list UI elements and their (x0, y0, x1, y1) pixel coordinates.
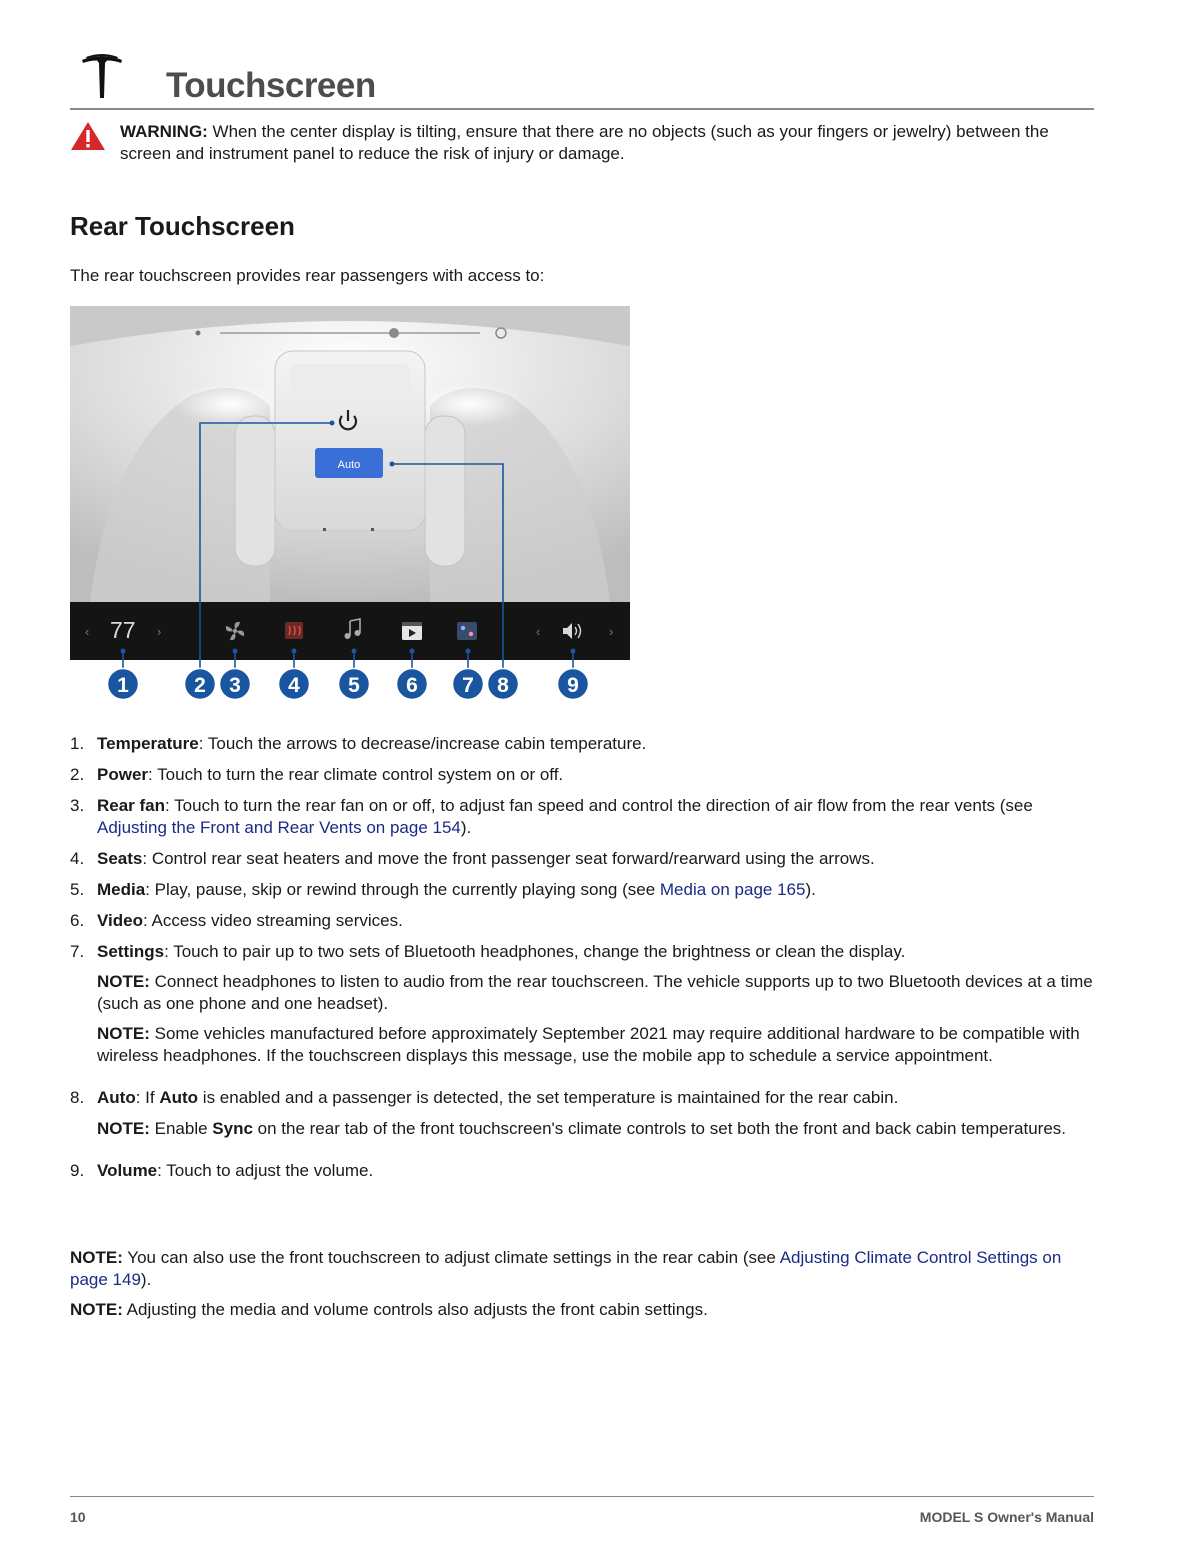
page-header (70, 52, 1094, 110)
volume-right-arrow-icon: › (609, 624, 614, 639)
callout-8 (488, 669, 519, 700)
svg-text:7: 7 (462, 674, 474, 697)
note: NOTE: Connect headphones to listen to audio from the rear touchscreen. The vehicle supports up to two Bluetooth devices at a time (such as one phone and one headset). (97, 972, 1093, 1013)
note: NOTE: Enable Sync on the rear tab of the front touchscreen's climate controls to set both the front and back cabin temperatures. (97, 1118, 1067, 1138)
footnote-media: NOTE: Adjusting the media and volume controls also adjusts the front cabin settings. (70, 1300, 708, 1319)
volume-left-arrow-icon: ‹ (536, 624, 541, 639)
callout-5 (339, 669, 370, 700)
list-item: 6. Video: Access video streaming services. (70, 910, 403, 930)
warning-text (120, 121, 1100, 165)
callout-9 (558, 669, 589, 700)
list-item: 9. Volume: Touch to adjust the volume. (70, 1161, 374, 1180)
svg-text:5: 5 (348, 674, 360, 697)
callout-3 (220, 669, 251, 700)
footnote-climate: NOTE: You can also use the front touchscreen to adjust climate settings in the rear cabin (see Adjusting Climate Control Settings on page 149). (70, 1248, 1062, 1289)
list-item: 2. Power: Touch to turn the rear climate control system on or off. (70, 765, 564, 784)
auto-button-label: Auto (337, 459, 361, 471)
list-item: 4. Seats: Control rear seat heaters and move the front passenger seat forward/rearward using the arrows. (70, 848, 875, 868)
seat-heater-icon (285, 622, 303, 639)
temp-left-arrow-icon: ‹ (85, 624, 90, 639)
svg-text:9: 9 (567, 674, 579, 697)
settings-icon (457, 622, 477, 640)
list-item: 1. Temperature: Touch the arrows to decrease/increase cabin temperature. (70, 734, 647, 753)
list-item: 8. Auto: If Auto is enabled and a passenger is detected, the set temperature is maintained for the rear cabin. NOTE: Enable Sync on the rear tab of the front touchscreen's climate controls to set both the front and back cabin temperatures. (70, 1087, 1100, 1139)
intro-text: The rear touchscreen provides rear passengers with access to: (70, 266, 545, 285)
climate-control-link[interactable]: Adjusting Climate Control Settings on page 149 (70, 1248, 1062, 1289)
svg-text:4: 4 (288, 674, 300, 697)
svg-text:3: 3 (229, 674, 241, 697)
rear-touchscreen-figure (70, 306, 630, 706)
list-item: 7. Settings: Touch to pair up to two sets of Bluetooth headphones, change the brightness or clean the display. NOTE: Connect headphones to listen to audio from the rear touchscreen. The vehicle supports up to two Bluetooth devices at a time (such as one phone and one headset). NOTE: Some vehicles manufactured before approximately September 2021 may require additional hardware to be compatible with wireless headphones. If the touchscreen displays this message, use the mobile app to schedule a service appointment. (70, 941, 1100, 1067)
callout-2 (185, 669, 216, 700)
section-title: Rear Touchscreen (70, 211, 295, 241)
footer-divider (70, 1496, 1094, 1497)
warning-body: When the center display is tilting, ensure that there are no objects (such as your fingers or jewelry) between the screen and instrument panel to reduce the risk of injury or damage. (120, 122, 1049, 163)
warning-triangle-icon (70, 121, 106, 151)
callout-6 (397, 669, 428, 700)
vents-link[interactable]: Adjusting the Front and Rear Vents on page 154 (97, 817, 461, 837)
manual-name: MODEL S Owner's Manual (919, 1509, 1094, 1525)
list-item: 5. Media: Play, pause, skip or rewind through the currently playing song (see Media on page 165). (70, 879, 816, 899)
svg-text:1: 1 (117, 674, 129, 697)
page-number: 10 (70, 1509, 86, 1525)
svg-text:8: 8 (497, 674, 509, 697)
callout-4 (279, 669, 310, 700)
list-item: 3. Rear fan: Touch to turn the rear fan on or off, to adjust fan speed and control the direction of air flow from the rear vents (see Adjusting the Front and Rear Vents on page 154). (70, 796, 1033, 837)
svg-text:6: 6 (406, 674, 418, 697)
tesla-logo-icon (80, 54, 124, 100)
video-icon (402, 622, 422, 640)
callout-1 (108, 669, 139, 700)
temperature-value: 77 (110, 617, 136, 643)
media-link[interactable]: Media on page 165 (659, 879, 806, 899)
warning-label: WARNING: (120, 122, 208, 141)
callout-7 (453, 669, 484, 700)
page-title: Touchscreen (166, 66, 376, 105)
note: NOTE: Some vehicles manufactured before approximately September 2021 may require additional hardware to be compatible with wireless headphones. If the touchscreen displays this message, use the mobile app to schedule a service appointment. (97, 1024, 1080, 1065)
temp-right-arrow-icon: › (157, 624, 162, 639)
feature-list (70, 733, 1100, 1191)
svg-text:2: 2 (194, 674, 206, 697)
